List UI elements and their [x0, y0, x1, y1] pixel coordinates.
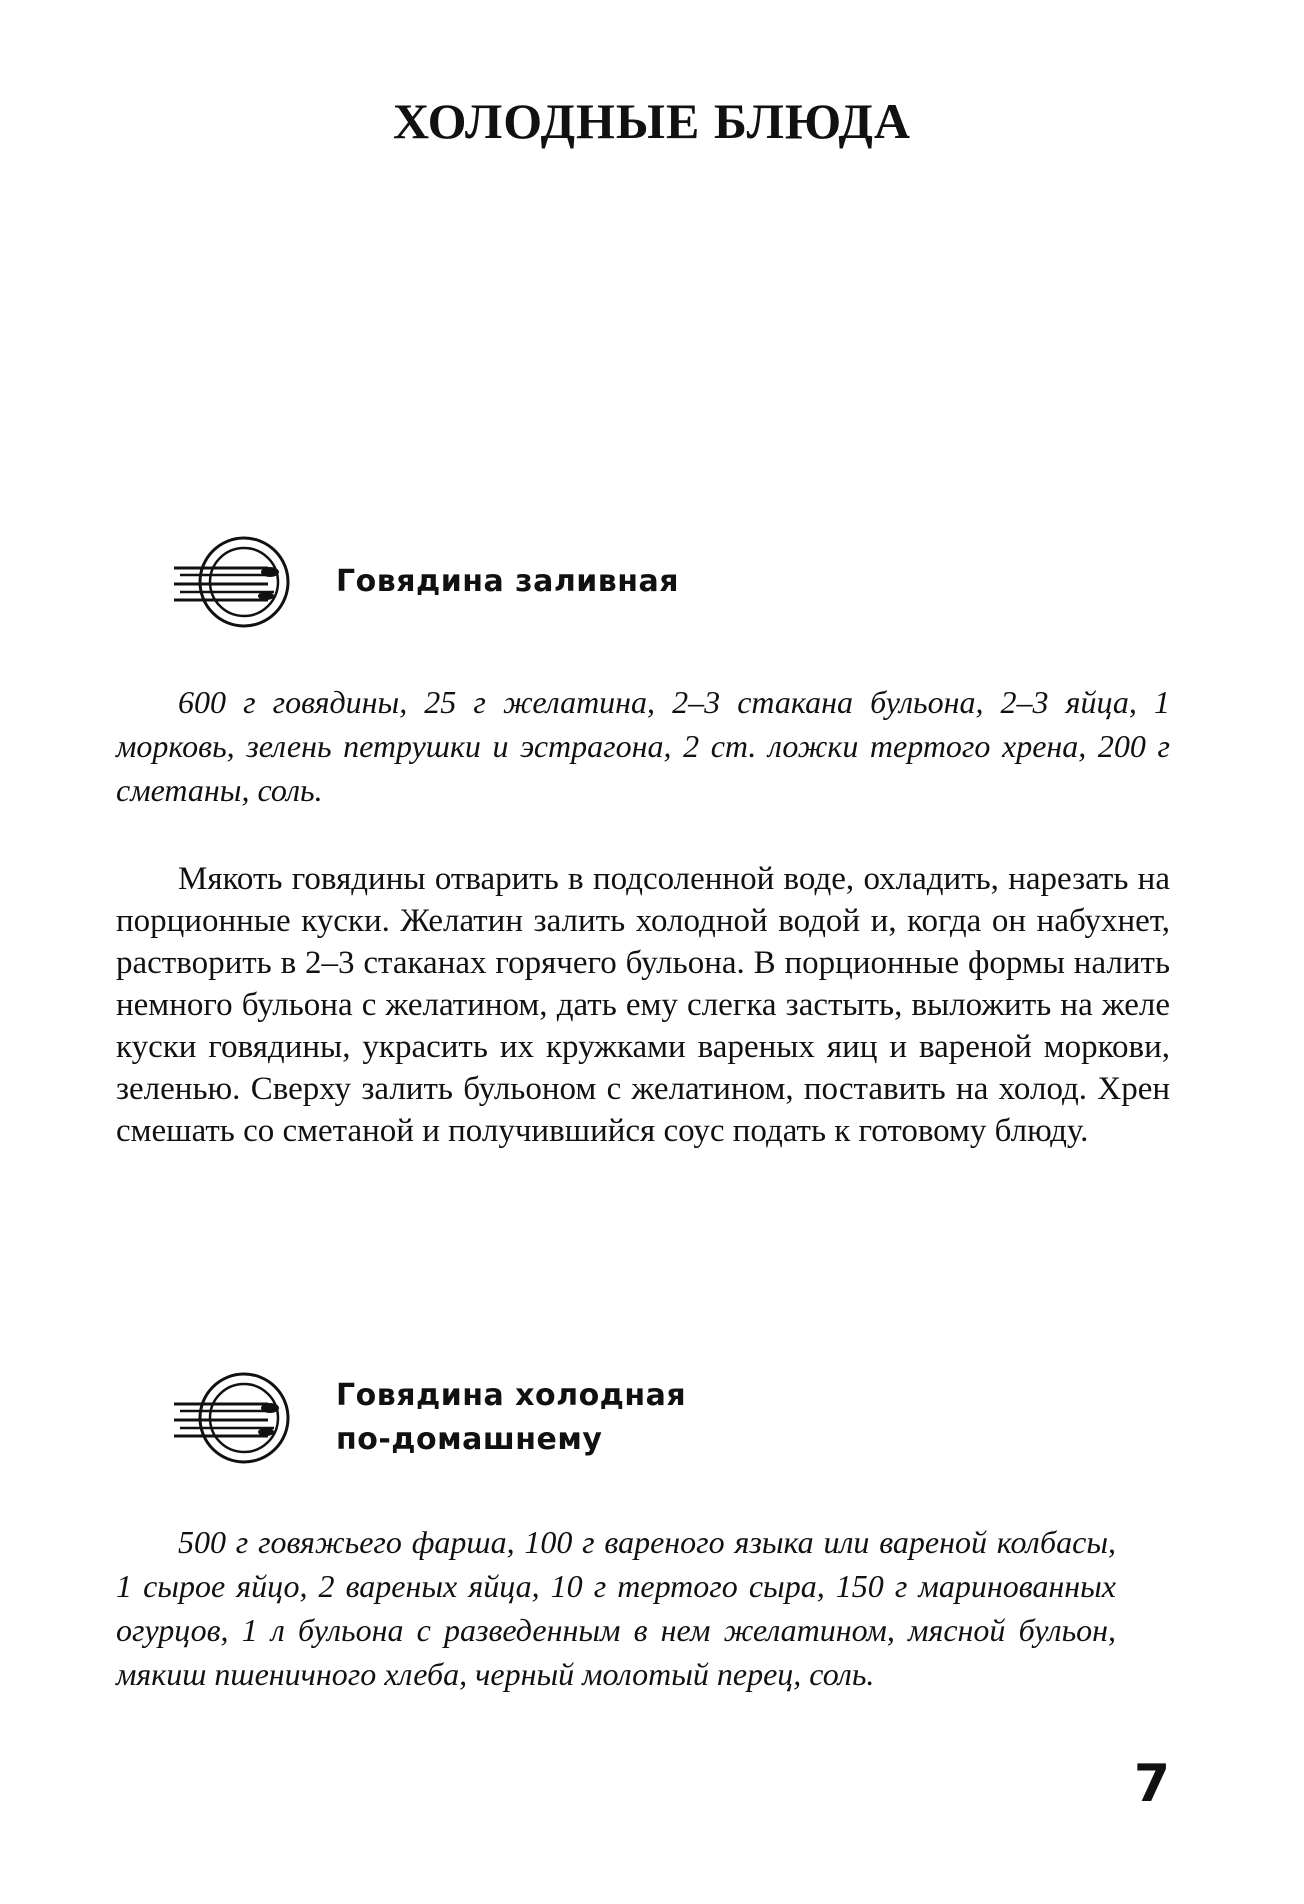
recipe-header — [170, 532, 679, 632]
plate-cutlery-icon — [170, 1368, 302, 1468]
plate-cutlery-icon — [170, 532, 302, 632]
page-number: 7 — [1133, 1754, 1170, 1814]
recipe-title-line: по-домашнему — [336, 1422, 603, 1457]
ingredients-text: 600 г говядины, 25 г желатина, 2–3 стакана бульона, 2–3 яйца, 1 морковь, зелень петрушки и эстрагона, 2 ст. ложки тертого хрена, 200 г сметаны, соль. — [116, 684, 1170, 808]
recipe-title — [336, 1374, 686, 1462]
chapter-title: ХОЛОДНЫЕ БЛЮДА — [393, 93, 911, 149]
recipe-title-line: Говядина холодная — [336, 1378, 687, 1413]
instructions-text: Мякоть говядины отварить в подсоленной воде, охладить, нарезать на порционные куски. Желатин залить холодной водой и, когда он набухнет, растворить в 2–3 стаканах горячего бульона. В порционные формы налить немного бульона с желатином, дать ему слегка застыть, выложить на желе куски говядины, украсить их кружками вареных яиц и вареной моркови, зеленью. Сверху залить бульоном с желатином, поставить на холод. Хрен смешать со сметаной и получившийся соус подать к готовому блюду. — [116, 861, 1170, 1149]
recipe-header — [170, 1368, 686, 1468]
ingredients-text: 500 г говяжьего фарша, 100 г вареного языка или вареной колбасы, 1 сырое яйцо, 2 вареных яйца, 10 г тертого сыра, 150 г маринованных огурцов, 1 л бульона с разведенным в нем желатином, мясной бульон, мякиш пшеничного хлеба, черный молотый перец, соль. — [116, 1524, 1116, 1692]
recipe-title-line: Говядина заливная — [336, 564, 680, 599]
recipe-title — [336, 560, 679, 604]
